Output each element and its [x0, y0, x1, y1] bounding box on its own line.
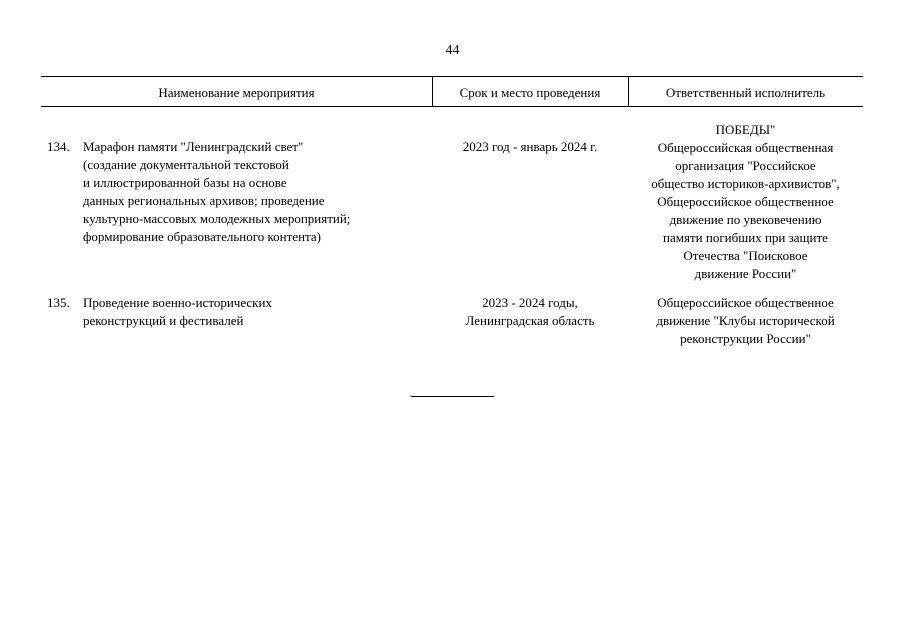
row-number: 135. — [47, 295, 70, 310]
row-executor: Общероссийское общественное движение "Клубы исторической реконструкции России" — [656, 295, 835, 346]
document-end-rule — [411, 396, 494, 397]
row-period-place: 2023 - 2024 годы, Ленинградская область — [465, 295, 595, 328]
table-header-top-rule — [41, 76, 863, 77]
header-event-name: Наименование мероприятия — [158, 85, 315, 100]
header-period-place: Срок и место проведения — [459, 85, 601, 100]
row-event-title: Проведение военно-исторических реконструкций и фестивалей — [83, 295, 272, 328]
page-number: 44 — [445, 43, 460, 58]
row-period-place: 2023 год - январь 2024 г. — [462, 139, 598, 154]
row-number: 134. — [47, 139, 70, 154]
table-header-bottom-rule — [41, 106, 863, 107]
header-executor: Ответственный исполнитель — [665, 85, 826, 100]
row-executor: ПОБЕДЫ" Общероссийская общественная организация "Российское общество историков-архивистов", Общероссийское общественное движение по увековечению памяти погибших при защите Отечества "Поисковое движение России" — [651, 122, 840, 281]
row-event-title: Марафон памяти "Ленинградский свет" (создание документальной текстовой и иллюстрированной базы на основе данных региональных архивов; проведение культурно-массовых молодежных мероприятий; формирование образовательного контента) — [83, 139, 351, 244]
